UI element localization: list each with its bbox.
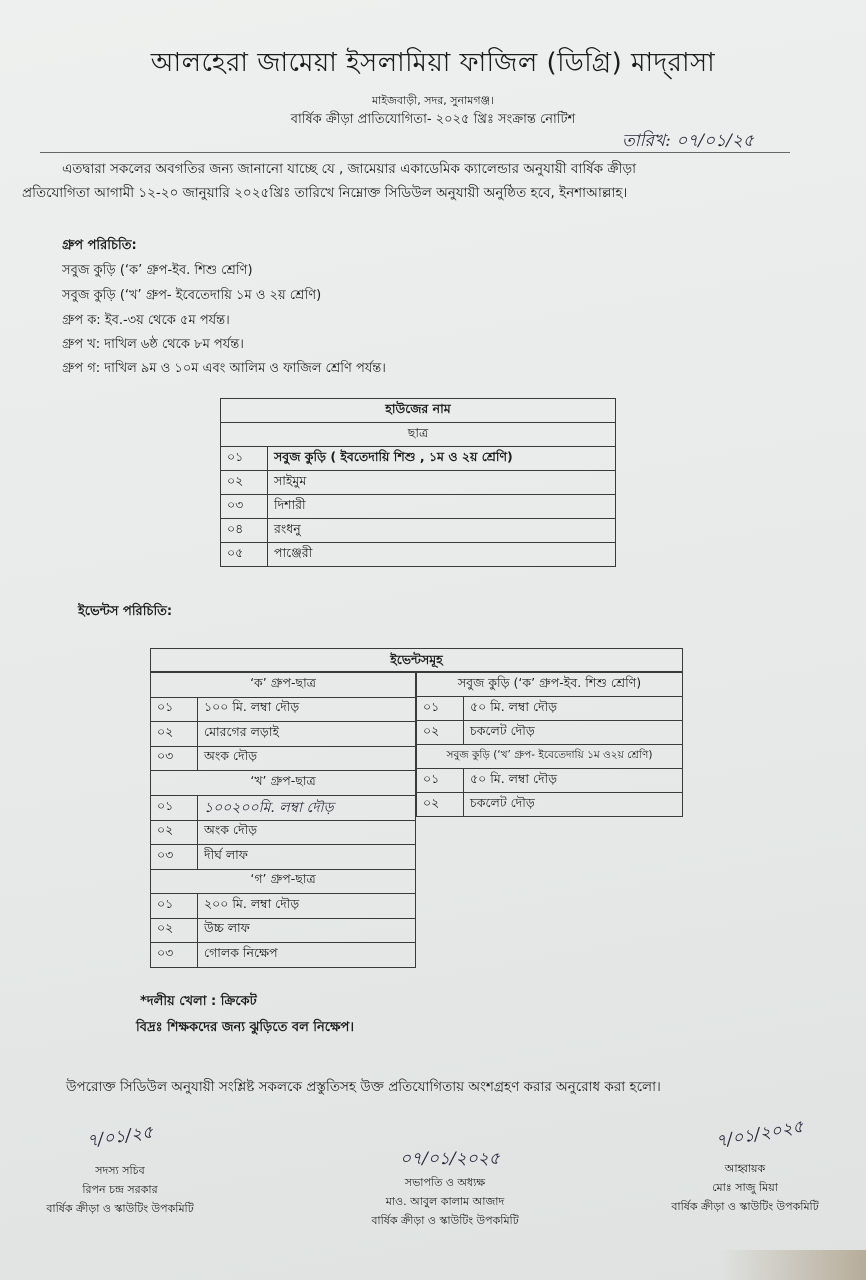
house-name: সবুজ কুড়ি ( ইবতেদায়ি শিশু , ১ম ও ২য় শ্রেণি): [268, 447, 616, 471]
row-number: ০২: [151, 918, 198, 943]
table-row: [417, 721, 683, 745]
signature-block-secretary: [20, 1122, 220, 1218]
signatory-role: সভাপতি ও অধ্যক্ষ: [404, 1176, 486, 1189]
events-table-title: ইভেন্টসমূহ: [150, 648, 683, 672]
row-number: ০২: [151, 820, 198, 845]
house-name: সাইমুম: [268, 471, 616, 495]
table-row: [417, 697, 683, 721]
signatory-role: আহ্বায়ক: [724, 1162, 766, 1175]
event-name: গোলক নিক্ষেপ: [198, 943, 416, 968]
event-name: ৫০ মি. লম্বা দৌড়: [464, 697, 683, 721]
event-name: অংক দৌড়: [198, 820, 416, 845]
row-number: ০১: [221, 447, 268, 471]
signatory-name: মোঃ সাজু মিয়া: [712, 1181, 778, 1194]
house-name: দিশারী: [268, 495, 616, 519]
table-row: [221, 495, 616, 519]
house-name: পাঞ্জেরী: [268, 543, 616, 567]
table-row: [151, 697, 416, 722]
group-line: গ্রুপ খ: দাখিল ৬ষ্ঠ থেকে ৮ম পর্যন্ত।: [62, 337, 244, 352]
row-number: ০২: [151, 722, 198, 747]
event-name: ১০০২০০মি. লম্বা দৌড়: [198, 795, 416, 820]
row-number: ০২: [417, 721, 464, 745]
institution-address: মাইজবাড়ী, সদর, সুনামগঞ্জ।: [372, 94, 494, 107]
intro-line-2: প্রতিযোগিতা আগামী ১২-২০ জানুয়ারি ২০২৫খ্রিঃ তারিখে নিম্নোক্ত সিডিউল অনুযায়ী অনুষ্ঠিত হবে, ইনশাআল্লাহ।: [22, 185, 628, 201]
group-ka-header: ‘ক’ গ্রুপ-ছাত্র: [151, 673, 416, 698]
table-row: [151, 722, 416, 747]
event-name: ২০০ মি. লম্বা দৌড়: [198, 894, 416, 919]
event-name: দীর্ঘ লাফ: [198, 845, 416, 870]
table-row: [151, 795, 416, 820]
row-number: ০৩: [151, 943, 198, 968]
house-table-header: হাউজের নাম: [221, 399, 616, 423]
closing-request: উপরোক্ত সিডিউল অনুযায়ী সংশ্লিষ্ট সকলকে প্রস্তুতিসহ উক্ত প্রতিযোগিতায় অংশগ্রহণ করার অনুরোধ করা হলো।: [66, 1079, 661, 1095]
house-table: [220, 398, 616, 567]
signature-block-convener: [640, 1116, 850, 1216]
group-kha-header: ‘খ’ গ্রুপ-ছাত্র: [151, 771, 416, 796]
teacher-note: বিদ্রঃ শিক্ষকদের জন্য ঝুড়িতে বল নিক্ষেপ।: [136, 1020, 355, 1035]
signatory-committee: বার্ষিক ক্রীড়া ও স্কাউটিং উপকমিটি: [46, 1202, 194, 1215]
sobuj-ka-header: সবুজ কুড়ি (‘ক’ গ্রুপ-ইব. শিশু শ্রেণি): [417, 673, 683, 697]
signatory-committee: বার্ষিক ক্রীড়া ও স্কাউটিং উপকমিটি: [671, 1200, 819, 1213]
events-table-left: [150, 672, 416, 968]
table-row: [151, 943, 416, 968]
row-number: ০২: [417, 793, 464, 817]
event-name: চকলেট দৌড়: [464, 793, 683, 817]
signatory-committee: বার্ষিক ক্রীড়া ও স্কাউটিং উপকমিটি: [371, 1214, 519, 1227]
signature-mark: ৭/০১/২০২৫: [714, 1116, 806, 1152]
group-line: গ্রুপ গ: দাখিল ৯ম ও ১০ম এবং আলিম ও ফাজিল শ্রেণি পর্যন্ত।: [62, 361, 386, 376]
group-line: সবুজ কুড়ি (‘ক’ গ্রুপ-ইব. শিশু শ্রেণি): [62, 263, 253, 278]
row-number: ০৩: [151, 746, 198, 771]
events-heading: ইভেন্টস পরিচিতি:: [78, 604, 173, 619]
table-row: [221, 447, 616, 471]
notice-date: তারিখ: ০৭/০১/২৫: [622, 131, 754, 151]
photo-shadow: [720, 1250, 866, 1280]
row-number: ০১: [151, 697, 198, 722]
row-number: ০৩: [221, 495, 268, 519]
event-name: চকলেট দৌড়: [464, 721, 683, 745]
table-row: [221, 543, 616, 567]
groups-heading: গ্রুপ পরিচিতি:: [62, 238, 137, 253]
row-number: ০১: [417, 697, 464, 721]
row-number: ০১: [151, 894, 198, 919]
table-row: [151, 820, 416, 845]
table-row: [151, 746, 416, 771]
row-number: ০৫: [221, 543, 268, 567]
event-name: ৫০ মি. লম্বা দৌড়: [464, 769, 683, 793]
group-line: গ্রুপ ক: ইব.-৩য় থেকে ৫ম পর্যন্ত।: [62, 313, 230, 328]
row-number: ০১: [417, 769, 464, 793]
team-game-note: *দলীয় খেলা : ক্রিকেট: [140, 994, 257, 1009]
table-row: [417, 769, 683, 793]
signature-mark: ০৭/০১/২০২৫: [400, 1149, 500, 1169]
row-number: ০৪: [221, 519, 268, 543]
table-row: [221, 519, 616, 543]
institution-title: আলহেরা জামেয়া ইসলামিয়া ফাজিল (ডিগ্রি) মাদ্‌রাসা: [150, 48, 716, 78]
signatory-name: মাও. আবুল কালাম আজাদ: [385, 1195, 505, 1208]
table-row: [151, 845, 416, 870]
house-name: রংধনু: [268, 519, 616, 543]
row-number: ০৩: [151, 845, 198, 870]
sobuj-kha-header: সবুজ কুড়ি (‘খ’ গ্রুপ- ইবেতেদায়ি ১ম ও২য় শ্রেণি): [417, 745, 683, 769]
notice-subtitle: বার্ষিক ক্রীড়া প্রাতিযোগিতা- ২০২৫ খ্রিঃ সংক্রান্ত নোটিশ: [290, 112, 576, 127]
event-name: ১০০ মি. লম্বা দৌড়: [198, 697, 416, 722]
table-row: [221, 471, 616, 495]
signature-block-president: [340, 1150, 550, 1230]
header-divider: [40, 152, 790, 153]
signatory-role: সদস্য সচিব: [95, 1164, 145, 1177]
row-number: ০২: [221, 471, 268, 495]
signature-mark: ৭/০১/২৫: [85, 1122, 155, 1152]
row-number: ০১: [151, 795, 198, 820]
table-row: [151, 894, 416, 919]
group-line: সবুজ কুড়ি (‘খ’ গ্রুপ- ইবেতেদায়ি ১ম ও ২য় শ্রেণি): [62, 288, 322, 303]
group-ga-header: ‘গ’ গ্রুপ-ছাত্র: [151, 869, 416, 894]
table-row: [151, 918, 416, 943]
event-name: উচ্চ লাফ: [198, 918, 416, 943]
table-row: [417, 793, 683, 817]
house-table-subheader: ছাত্র: [221, 423, 616, 447]
event-name: মোরগের লড়াই: [198, 722, 416, 747]
event-name: অংক দৌড়: [198, 746, 416, 771]
signatory-name: রিপন চন্দ্র সরকার: [82, 1183, 158, 1196]
intro-line-1: এতদ্বারা সকলের অবগতির জন্য জানানো যাচ্ছে যে , জামেয়ার একাডেমিক ক্যালেন্ডার অনুযায়ী বার্ষিক ক্রীড়া: [62, 161, 637, 177]
events-table-right: [416, 672, 683, 817]
